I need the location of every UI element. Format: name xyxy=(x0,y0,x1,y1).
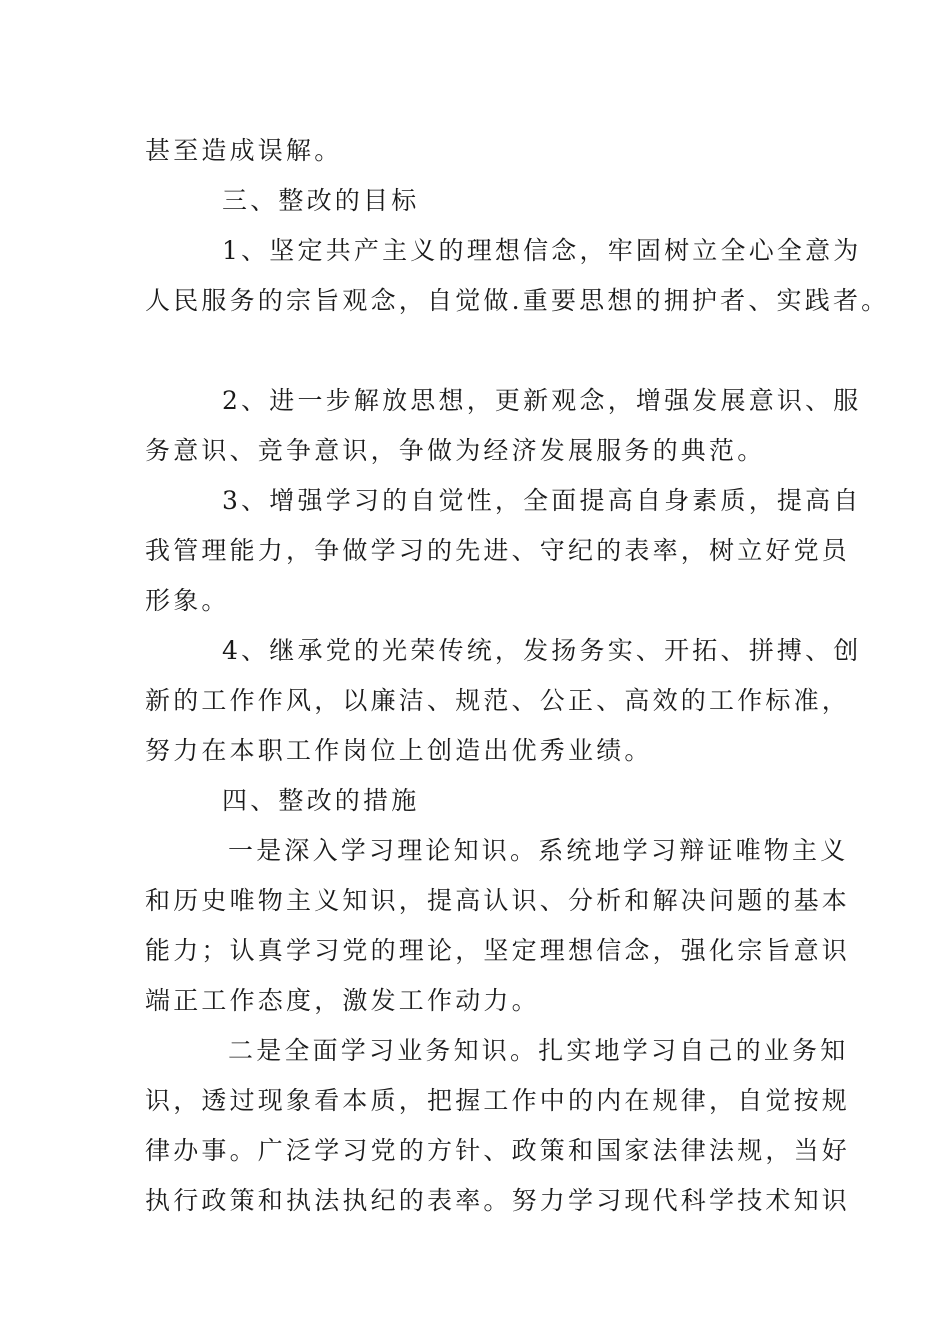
text-line: 努力在本职工作岗位上创造出优秀业绩。 xyxy=(145,736,653,765)
text-line: 人民服务的宗旨观念，自觉做.重要思想的拥护者、实践者。 xyxy=(145,286,890,315)
text-line: 新的工作作风，以廉洁、规范、公正、高效的工作标准， xyxy=(145,686,851,715)
text-line: 律办事。广泛学习党的方针、政策和国家法律法规，当好 xyxy=(145,1136,851,1165)
text-line: 和历史唯物主义知识，提高认识、分析和解决问题的基本 xyxy=(145,886,851,915)
text-line: 务意识、竞争意识，争做为经济发展服务的典范。 xyxy=(145,436,766,465)
text-line: 识，透过现象看本质，把握工作中的内在规律，自觉按规 xyxy=(145,1086,851,1115)
text-line: 执行政策和执法执纪的表率。努力学习现代科学技术知识 xyxy=(145,1186,851,1215)
text-line: 3、增强学习的自觉性，全面提高自身素质，提高自 xyxy=(222,486,862,515)
text-line: 一是深入学习理论知识。系统地学习辩证唯物主义 xyxy=(228,836,849,865)
text-line: 甚至造成误解。 xyxy=(145,136,343,165)
section-heading: 四、整改的措施 xyxy=(222,786,420,815)
text-line: 形象。 xyxy=(145,586,230,615)
text-line: 2、进一步解放思想，更新观念，增强发展意识、服 xyxy=(222,386,862,415)
section-heading: 三、整改的目标 xyxy=(222,186,420,215)
text-line: 我管理能力，争做学习的先进、守纪的表率，树立好党员 xyxy=(145,536,851,565)
text-line: 4、继承党的光荣传统，发扬务实、开拓、拼搏、创 xyxy=(222,636,862,665)
text-line: 二是全面学习业务知识。扎实地学习自己的业务知 xyxy=(228,1036,849,1065)
text-line: 1、坚定共产主义的理想信念，牢固树立全心全意为 xyxy=(222,236,862,265)
text-line: 能力；认真学习党的理论，坚定理想信念，强化宗旨意识 xyxy=(145,936,851,965)
text-line: 端正工作态度，激发工作动力。 xyxy=(145,986,540,1015)
